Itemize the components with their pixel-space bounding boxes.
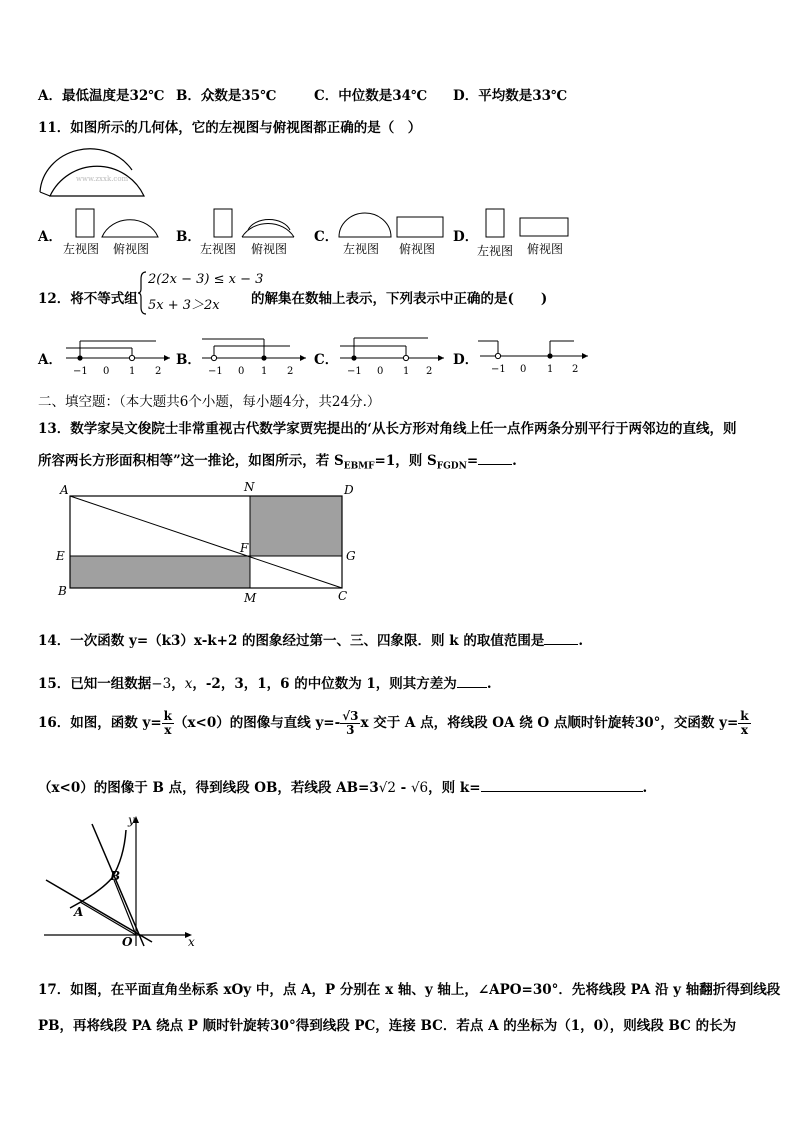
q16-frac-sqrt3-den: 3 [346,723,355,737]
q16-frac-kx [162,710,174,737]
q16-frac-kx2 [738,710,750,737]
q13-end: . [512,453,517,469]
q12-d-tick-1: 1 [547,364,554,375]
q15-rest: ，-2，3，1，6 的中位数为 1，则其方差为 [192,676,457,692]
q11-option-d: D． [453,229,479,245]
q12-b-tick-2: 2 [287,366,294,377]
q17-line2: PB，再将线段 PA 绕点 P 顺时针旋转30°得到线段 PC，连接 BC．若点 A 的坐标为（1，0），则线段 BC 的长为 [38,1018,737,1034]
q16-l2-b: ，则 k= [428,780,481,796]
q15-data-neg3: −3 [151,676,172,692]
q12-option-a-numberline [62,334,174,378]
q12-option-d: D． [453,352,479,368]
q13-label-b: B [58,584,67,598]
q13-label-c: C [338,589,348,603]
q12-option-c-numberline [336,334,448,378]
q15-line [38,672,492,692]
q16-frac-k: k [163,709,172,723]
q11-b-top-label: 俯视图 [251,242,288,256]
q12-a-tick-1: 1 [129,366,136,377]
q11-solid-figure [36,136,148,202]
q11-a-top-label: 俯视图 [113,242,150,256]
q12-c-tick-0: 0 [377,366,384,377]
q12-d-tick-2: 2 [572,364,579,375]
q13-label-m: M [244,591,257,605]
q12-b-tick-0: 0 [238,366,245,377]
q12-option-d-numberline [476,336,592,376]
q16-answer-blank[interactable] [481,791,643,792]
q12-c-tick-m1: −1 [347,366,362,377]
q16-end: . [642,780,648,796]
q13-line2-mid: =1，则 S [374,453,437,469]
q15-answer-blank[interactable] [457,687,487,688]
q13-sub-ebmf: EBMF [343,461,375,472]
q16-sqrt2: √2 [378,780,396,796]
q16-point-a: A [74,905,84,919]
q11-d-left-label: 左视图 [477,244,514,258]
q13-line2 [38,449,517,472]
q12-option-c: C． [314,352,339,368]
q11-option-a: A． [38,229,62,245]
q16-point-o: O [122,935,133,949]
q13-label-f: F [240,541,249,555]
q14-text: 14．一次函数 y=（k3）x-k+2 的图象经过第一、三、四象限．则 k 的取值范围是 [38,633,545,649]
q16-sqrt6: √6 [410,780,429,796]
q11-option-b: B． [176,229,201,245]
q15-pre: 15．已知一组数据 [38,676,152,692]
q11-watermark: www.zxxk.com [76,175,129,183]
q16-frac-sqrt3-num: √3 [342,709,359,723]
q12-option-b-numberline [198,334,310,378]
q13-label-a: A [60,483,69,497]
q11-a-left-label: 左视图 [63,242,100,256]
q12-a-tick-0: 0 [103,366,110,377]
q16-frac-sqrt3 [340,710,360,737]
q12-b-tick-m1: −1 [208,366,223,377]
q11-option-c: C． [314,229,339,245]
q15-end: . [486,676,492,692]
q13-label-n: N [244,480,255,494]
q16-axis-x: x [188,935,195,949]
q12-option-a: A． [38,352,62,368]
q11-option-b-views [200,208,300,238]
q11-c-left-label: 左视图 [343,242,380,256]
q14-line [38,629,583,649]
q17-line1: 17．如图，在平面直角坐标系 xOy 中，点 A，P 分别在 x 轴、y 轴上，∠APO=30°．先将线段 PA 沿 y 轴翻折得到线段 [38,982,781,998]
q13-label-d: D [344,483,354,497]
q16-l1-c: x 交于 A 点，将线段 OA 绕 O 点顺时针旋转30°，交函数 y= [360,715,739,731]
q12-brace-icon [138,271,148,315]
q13-line2-post: = [466,453,479,469]
q16-frac2-x: x [740,723,748,737]
q12-a-tick-m1: −1 [73,366,88,377]
q13-label-g: G [346,549,356,563]
section-2-heading: 二、填空题：（本大题共6个小题，每小题4分，共24分.） [38,394,381,410]
q16-l1-a: 16．如图，函数 y= [38,715,162,731]
q11-option-a-views [60,208,160,238]
q11-option-c-views [337,212,447,238]
q12-a-tick-2: 2 [155,366,162,377]
q14-end: . [578,633,584,649]
q12-c-tick-1: 1 [403,366,410,377]
q10-option-a: A．最低温度是32℃ [38,88,165,104]
q16-line2 [38,776,647,796]
q10-option-b: B．众数是35℃ [176,88,277,104]
q12-suffix: 的解集在数轴上表示，下列表示中正确的是( ) [251,291,548,307]
q13-answer-blank[interactable] [478,464,512,465]
q12-option-b: B． [176,352,201,368]
q16-axis-y: y [128,813,135,827]
q13-line1: 13．数学家吴文俊院士非常重视古代数学家贾宪提出的‘从长方形对角线上任一点作两条分别平行于两邻边的直线，则 [38,421,737,437]
q16-minus: - [395,780,411,796]
q10-option-d: D．平均数是33℃ [453,88,568,104]
q16-point-b: B [110,869,121,883]
q12-prefix: 12．将不等式组 [38,291,138,307]
q16-l1-b: （x<0）的图像与直线 y=- [173,715,341,731]
q12-system [138,271,264,315]
q12-d-tick-0: 0 [520,364,527,375]
q15-sep: ， [171,676,185,692]
q12-line1: 2(2x − 3) ≤ x − 3 [148,272,264,287]
q16-graph-figure [40,812,200,952]
q11-option-d-views [480,208,572,240]
q16-line1 [38,710,751,737]
q14-answer-blank[interactable] [544,644,578,645]
q15-data-x: x [184,676,193,692]
q16-l2-a: （x<0）的图像于 B 点，得到线段 OB，若线段 AB=3 [38,780,379,796]
q12-c-tick-2: 2 [426,366,433,377]
q12-d-tick-m1: −1 [491,364,506,375]
q16-frac2-k: k [740,709,749,723]
q12-b-tick-1: 1 [261,366,268,377]
q10-option-c: C．中位数是34℃ [314,88,428,104]
q11-stem: 11．如图所示的几何体，它的左视图与俯视图都正确的是（ ） [38,120,422,136]
q13-sub-fgdn: FGDN [436,461,467,472]
q13-rectangle-figure [54,480,374,606]
q11-b-left-label: 左视图 [200,242,237,256]
q11-d-top-label: 俯视图 [527,242,564,256]
q12-line2: 5x + 3＞2x [148,298,220,313]
q16-frac-x: x [164,723,172,737]
q13-line2-pre: 所容两长方形面积相等”这一推论，如图所示，若 S [38,453,344,469]
q13-label-e: E [56,549,65,563]
q11-c-top-label: 俯视图 [399,242,436,256]
